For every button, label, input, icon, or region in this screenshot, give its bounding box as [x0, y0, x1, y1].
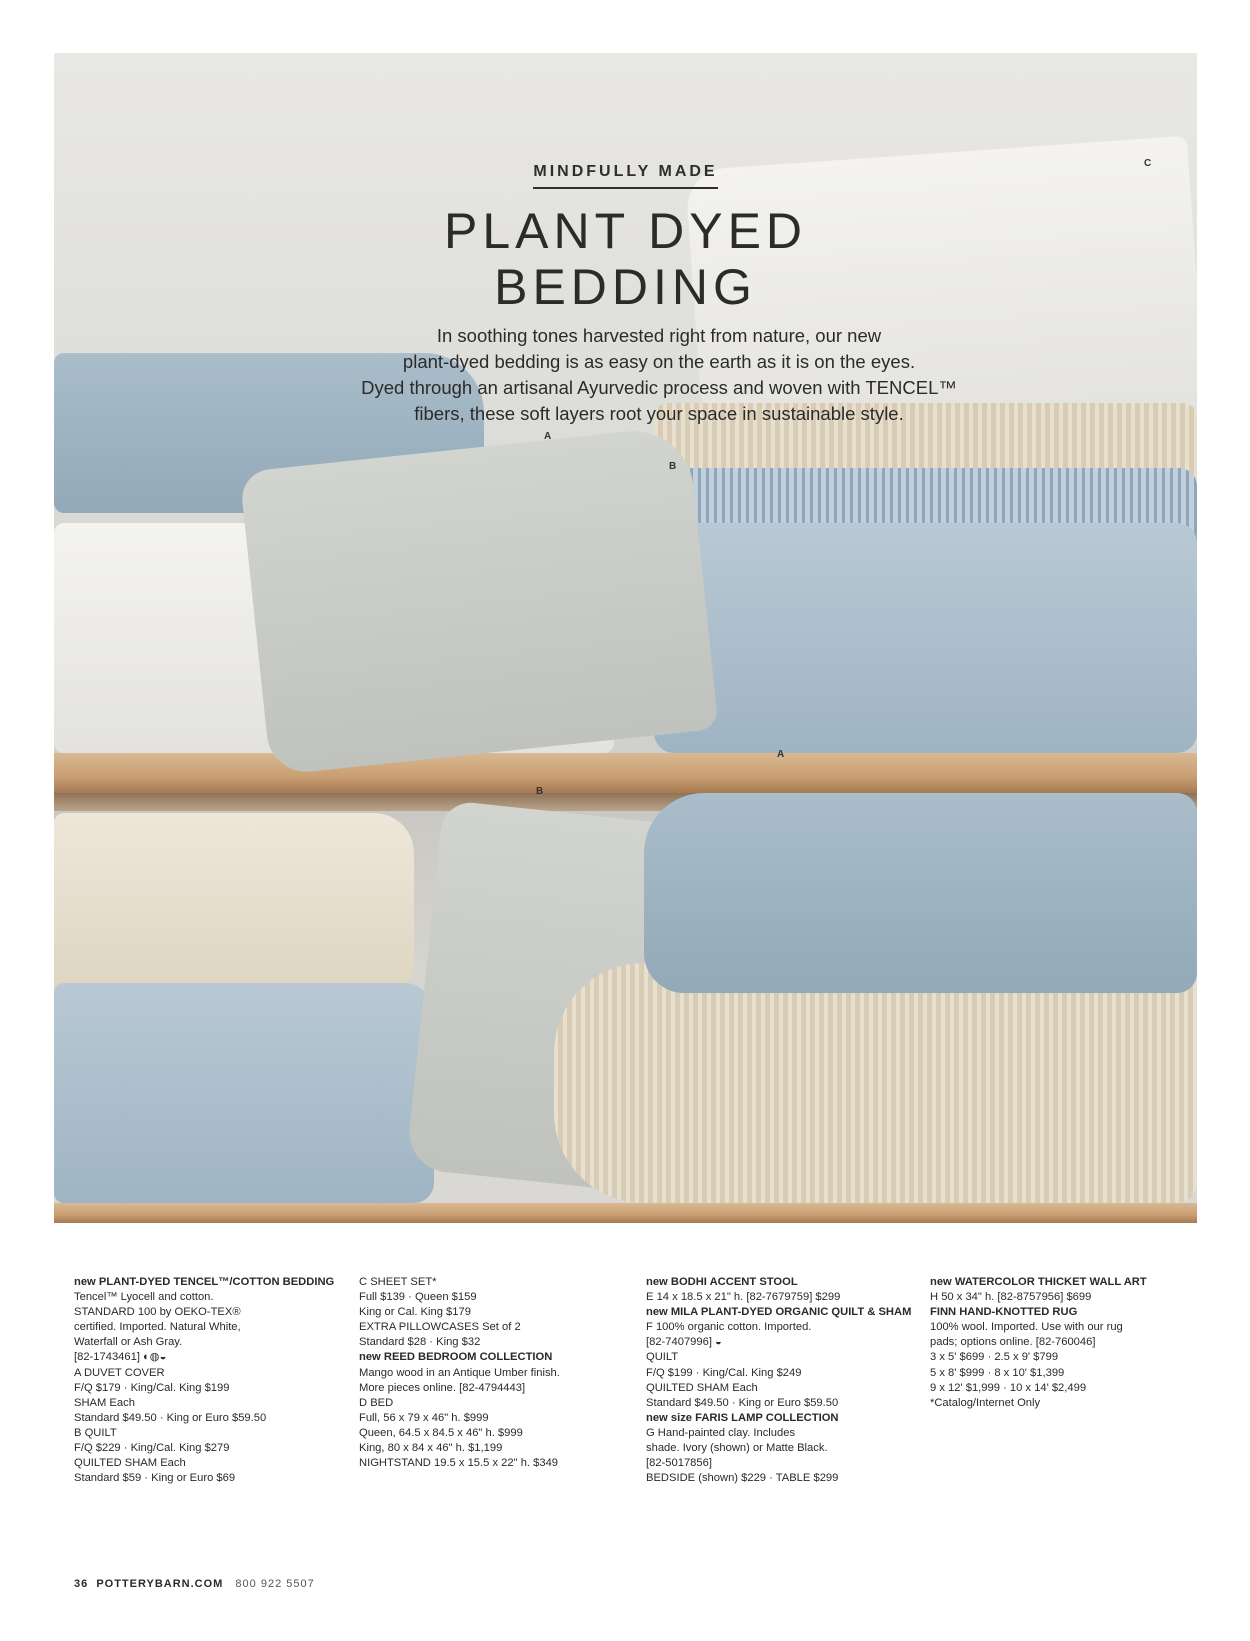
product-detail-line: C SHEET SET*	[359, 1276, 437, 1288]
product-heading: new PLANT-DYED TENCEL™/COTTON BEDDING	[74, 1276, 335, 1288]
product-detail-line: G Hand-painted clay. Includes	[646, 1426, 796, 1439]
product-detail-line: 3 x 5' $699 · 2.5 x 9' $799	[930, 1351, 1059, 1364]
product-detail-line: certified. Imported. Natural White,	[74, 1321, 241, 1334]
product-detail-line: H 50 x 34" h. [82-8757956] $699	[930, 1291, 1092, 1304]
title-line-1: PLANT DYED	[443, 203, 808, 259]
product-heading: FINN HAND-KNOTTED RUG	[930, 1306, 1078, 1319]
product-copy-column-3	[646, 1275, 911, 1486]
product-detail-line: pads; options online. [82-760046]	[930, 1336, 1096, 1349]
callout-a-upper: A	[544, 431, 552, 442]
callout-a-lower: A	[777, 749, 785, 760]
lower-shelf	[54, 1203, 1197, 1223]
product-detail-line: Queen, 64.5 x 84.5 x 46" h. $999	[359, 1426, 523, 1439]
product-detail-line: Full $139 · Queen $159	[359, 1291, 477, 1304]
callout-b-upper: B	[669, 461, 677, 472]
product-detail-line: Tencel™ Lyocell and cotton.	[74, 1291, 214, 1304]
product-detail-line: Standard $28 · King $32	[359, 1336, 481, 1349]
product-detail-line: [82-7407996] ◒	[646, 1336, 722, 1349]
product-detail-line: Standard $49.50 · King or Euro $59.50	[646, 1396, 839, 1409]
product-detail-line: 5 x 8' $999 · 8 x 10' $1,399	[930, 1366, 1065, 1379]
product-detail-line: Full, 56 x 79 x 46" h. $999	[359, 1411, 489, 1424]
product-copy-column-4	[930, 1275, 1147, 1411]
product-detail-line: *Catalog/Internet Only	[930, 1396, 1041, 1409]
product-detail-line: King or Cal. King $179	[359, 1306, 471, 1319]
blue-pillow-lower-left	[54, 983, 434, 1203]
intro-line: Dyed through an artisanal Ayurvedic process and woven with TENCEL™	[361, 377, 957, 398]
product-detail-line: [82-5017856]	[646, 1457, 712, 1470]
product-detail-line: D BED	[359, 1396, 394, 1409]
product-detail-line: King, 80 x 84 x 46" h. $1,199	[359, 1442, 503, 1455]
product-copy-column-2	[359, 1275, 560, 1471]
product-detail-line: F/Q $229 · King/Cal. King $279	[74, 1442, 230, 1455]
product-detail-line: F/Q $179 · King/Cal. King $199	[74, 1381, 230, 1394]
product-detail-line: QUILTED SHAM Each	[646, 1381, 758, 1394]
product-heading: new WATERCOLOR THICKET WALL ART	[930, 1276, 1147, 1288]
title-line-2: BEDDING	[494, 259, 757, 315]
product-detail-line: BEDSIDE (shown) $229 · TABLE $299	[646, 1472, 839, 1485]
intro-line: fibers, these soft layers root your space in sustainable style.	[414, 403, 904, 424]
gray-pillow-upper-center	[239, 425, 718, 775]
product-photo	[54, 53, 1197, 1223]
cream-quilt-rolled	[554, 963, 1197, 1203]
page-number: 36	[74, 1578, 89, 1590]
product-detail-line: F/Q $199 · King/Cal. King $249	[646, 1366, 802, 1379]
callout-b-lower: B	[536, 786, 544, 797]
product-detail-line: A DUVET COVER	[74, 1366, 165, 1379]
product-detail-line: F 100% organic cotton. Imported.	[646, 1321, 812, 1334]
overline-text: MINDFULLY MADE	[533, 163, 717, 189]
product-detail-line: Standard $49.50 · King or Euro $59.50	[74, 1411, 267, 1424]
product-detail-line: E 14 x 18.5 x 21" h. [82-7679759] $299	[646, 1291, 841, 1304]
callout-c: C	[1144, 158, 1152, 169]
product-detail-line: NIGHTSTAND 19.5 x 15.5 x 22" h. $349	[359, 1457, 559, 1470]
product-detail-line: Waterfall or Ash Gray.	[74, 1336, 183, 1349]
product-detail-line: QUILT	[646, 1351, 679, 1364]
product-detail-line: [82-1743461] ◐◍◒	[74, 1351, 167, 1364]
product-detail-line: SHAM Each	[74, 1396, 135, 1409]
product-detail-line: Mango wood in an Antique Umber finish.	[359, 1366, 560, 1379]
upper-shelf	[54, 753, 1197, 793]
product-detail-line: STANDARD 100 by OEKO-TEX®	[74, 1306, 241, 1319]
intro-paragraph	[334, 323, 984, 427]
product-heading: new MILA PLANT-DYED ORGANIC QUILT & SHAM	[646, 1306, 912, 1319]
product-detail-line: EXTRA PILLOWCASES Set of 2	[359, 1321, 521, 1334]
product-heading: new size FARIS LAMP COLLECTION	[646, 1411, 839, 1424]
product-copy-column-1	[74, 1275, 334, 1486]
blue-duvet-folded	[654, 523, 1197, 753]
website-link[interactable]: POTTERYBARN.COM	[96, 1578, 224, 1590]
product-heading: new REED BEDROOM COLLECTION	[359, 1351, 553, 1364]
product-heading: new BODHI ACCENT STOOL	[646, 1276, 798, 1288]
page-footer	[74, 1578, 315, 1590]
product-detail-line: shade. Ivory (shown) or Matte Black.	[646, 1442, 828, 1455]
product-detail-line: Standard $59 · King or Euro $69	[74, 1472, 236, 1485]
intro-line: In soothing tones harvested right from nature, our new	[436, 325, 882, 346]
product-detail-line: More pieces online. [82-4794443]	[359, 1381, 526, 1394]
phone-number: 800 922 5507	[235, 1578, 315, 1590]
product-detail-line: 9 x 12' $1,999 · 10 x 14' $2,499	[930, 1381, 1087, 1394]
product-detail-line: 100% wool. Imported. Use with our rug	[930, 1321, 1123, 1334]
product-detail-line: B QUILT	[74, 1426, 117, 1439]
overline	[54, 163, 1197, 189]
cream-quilted-sham-lower-left	[54, 813, 414, 1003]
blue-pillow-lower-right	[644, 793, 1197, 993]
intro-line: plant-dyed bedding is as easy on the earth as it is on the eyes.	[402, 351, 916, 372]
product-detail-line: QUILTED SHAM Each	[74, 1457, 186, 1470]
page-title	[54, 203, 1197, 315]
